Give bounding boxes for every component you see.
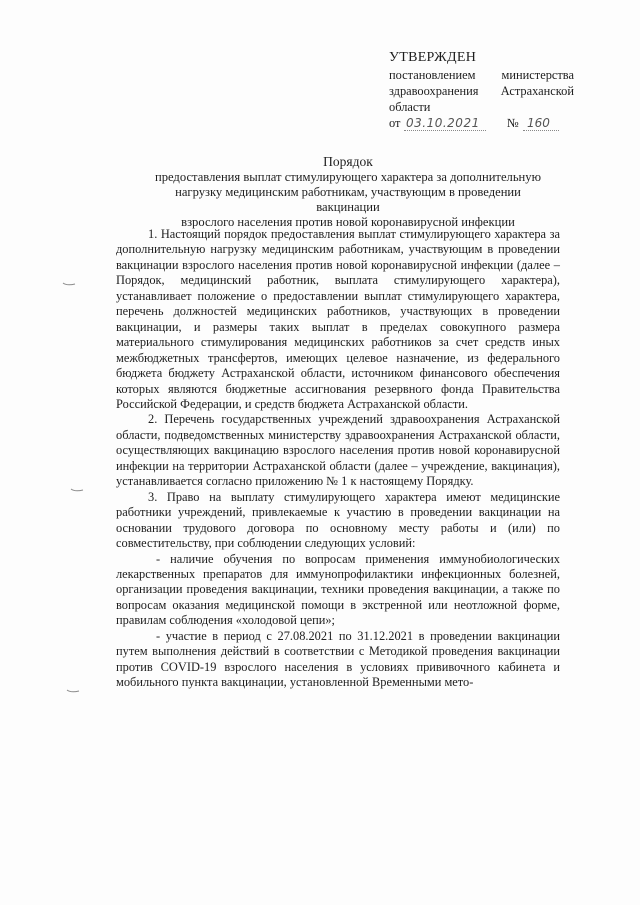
approval-signature-line (389, 115, 574, 133)
paragraph: 3. Право на выплату стимулирующего характера имеют медицинские работники учреждений, привлекаемые к участию в проведении вакцинации на основании трудового договора по основному месту работы и (или) по совместительству, при соблюдении следующих условий: (116, 489, 560, 551)
approval-line: постановлением министерства (389, 68, 574, 82)
subtitle-line: нагрузку медицинским работникам, участвующим в проведении вакцинации (175, 185, 521, 214)
document-body (116, 227, 560, 691)
number-underline (523, 130, 559, 131)
subtitle-line: предоставления выплат стимулирующего характера за дополнительную (154, 170, 542, 184)
approval-line: здравоохранения Астраханской (389, 84, 574, 98)
document-subtitle (150, 170, 546, 230)
handwritten-number: 160 (527, 116, 550, 130)
bullet-item: - наличие обучения по вопросам применения иммунобиологических лекарственных препаратов для иммунопрофилактики инфекционных болезней, организации проведения вакцинации, техники проведения вакцинации, а также по вопросам оказания медицинской помощи в экстренной или неотложной форме, правилам соблюдения «холодовой цепи»; (116, 551, 560, 628)
paragraph: 2. Перечень государственных учреждений здравоохранения Астраханской области, подведомственных министерству здравоохранения Астраханской области, осуществляющих вакцинацию взрослого населения против новой коронавирусной инфекции на территории Астраханской области (далее – учреждение, вакцинация), устанавливается согласно приложению № 1 к настоящему Порядку. (116, 412, 560, 489)
document-title: Порядок (323, 154, 373, 169)
approval-heading: УТВЕРЖДЕН (389, 50, 477, 65)
approval-line: области (389, 100, 431, 114)
number-label: № (507, 116, 519, 130)
margin-mark (70, 487, 84, 493)
handwritten-date: 03.10.2021 (406, 116, 480, 130)
bullet-item: - участие в период с 27.08.2021 по 31.12.2021 в проведении вакцинации путем выполнения действий в соответствии с Методикой проведения вакцинации против COVID-19 взрослого населения в условиях прививочного кабинета и мобильного пункта вакцинации, установленной Временными мето- (116, 628, 560, 690)
subtitle-line: взрослого населения против новой коронавирусной инфекции (181, 215, 515, 229)
paragraph: 1. Настоящий порядок предоставления выплат стимулирующего характера за дополнительную нагрузку медицинским работникам, участвующим в проведении вакцинации взрослого населения против новой коронавирусной инфекции (далее – Порядок, медицинский работник, выплата стимулирующего характера), устанавливает положение о предоставлении выплат стимулирующего характера, перечень должностей медицинских работников, участвующих в проведении вакцинации, и размеры таких выплат в пределах совокупного размера материального стимулирования медицинских работников за счет средств иных межбюджетных трансфертов, имеющих целевое назначение, из федерального бюджета бюджету Астраханской области, источником финансового обеспечения которых являются бюджетные ассигнования резервного фонда Правительства Российской Федерации, и средств бюджета Астраханской области. (116, 227, 560, 411)
margin-mark (66, 688, 80, 694)
date-label: от (389, 116, 401, 130)
approval-block (389, 50, 574, 133)
date-underline (404, 130, 486, 131)
margin-mark (62, 281, 76, 287)
